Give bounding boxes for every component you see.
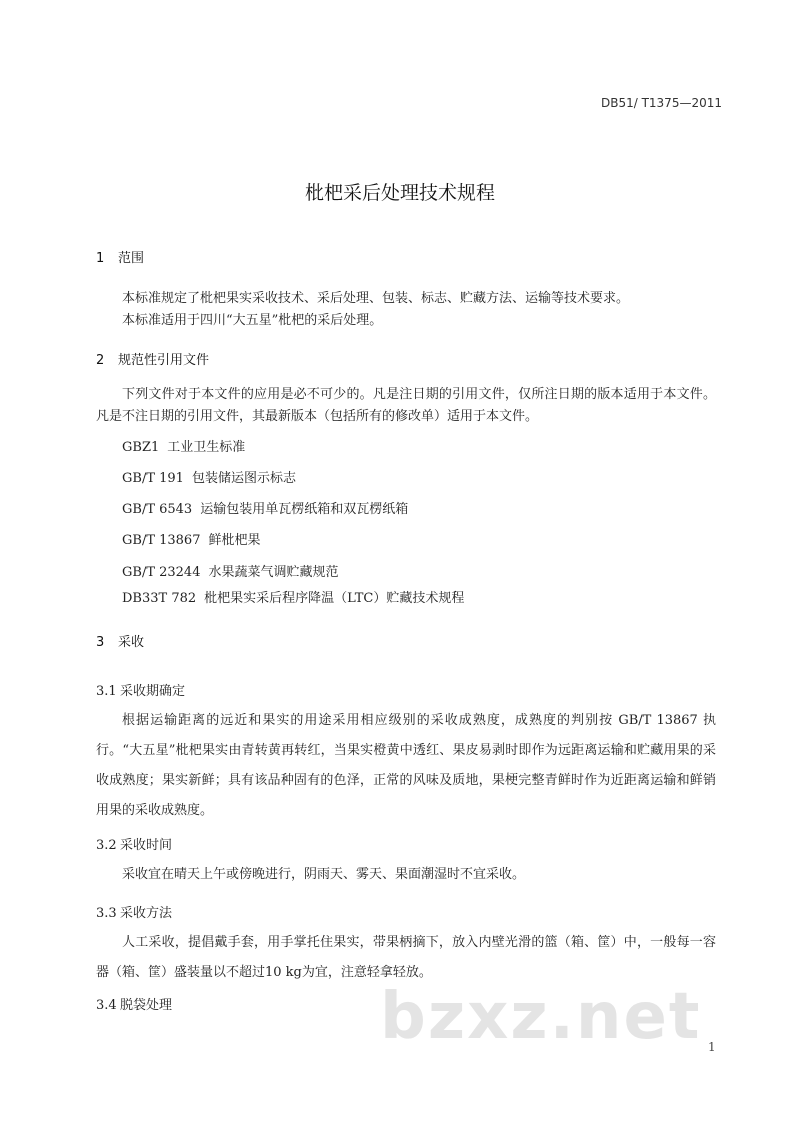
- section-title: 范围: [118, 251, 145, 266]
- reference-code: GB/T 13867: [122, 533, 201, 548]
- subsection-3-1-heading: [96, 680, 185, 699]
- section-2-heading: [96, 349, 209, 368]
- reference-title: 工业卫生标准: [167, 440, 246, 455]
- reference-code: GB/T 6543: [122, 502, 193, 517]
- subsection-3-2-heading: [96, 834, 172, 853]
- subsection-title: 采收方法: [120, 906, 173, 921]
- subsection-3-1-text: 根据运输距离的远近和果实的用途采用相应级别的采收成熟度，成熟度的判别按 GB/T 13867 执行。“大五星”枇杷果实由青转黄再转红，当果实橙黄中透红、果皮易剥时即作为远距离运输和贮藏用果的采收成熟度；果实新鲜；具有该品种固有的色泽，正常的风味及质地，果梗完整青鲜时作为近距离运输和鲜销用果的采收成熟度。: [96, 713, 716, 818]
- reference-item: [122, 498, 408, 517]
- reference-code: DB33T 782: [122, 591, 197, 606]
- subsection-3-2-text: 采收宜在晴天上午或傍晚进行，阴雨天、雾天、果面潮湿时不宜采收。: [122, 867, 526, 882]
- section-title: 采收: [118, 635, 145, 650]
- subsection-number: 3.1: [96, 684, 117, 699]
- reference-code: GB/T 23244: [122, 565, 201, 580]
- reference-code: GB/T 191: [122, 471, 184, 486]
- section-number: 3: [96, 635, 105, 650]
- section-3-heading: [96, 631, 144, 650]
- references-intro: 下列文件对于本文件的应用是必不可少的。凡是注日期的引用文件，仅所注日期的版本适用于本文件。凡是不注日期的引用文件，其最新版本（包括所有的修改单）适用于本文件。: [96, 387, 716, 424]
- subsection-title: 采收时间: [120, 838, 173, 853]
- subsection-title: 采收期确定: [120, 684, 186, 699]
- watermark: bzxz.net: [380, 980, 702, 1054]
- reference-title: 水果蔬菜气调贮藏规范: [208, 565, 339, 580]
- subsection-3-3-heading: [96, 902, 172, 921]
- scope-line-1: 本标准规定了枇杷果实采收技术、采后处理、包装、标志、贮藏方法、运输等技术要求。: [122, 291, 630, 306]
- reference-item: [122, 561, 339, 580]
- reference-item: [122, 436, 245, 455]
- reference-title: 运输包装用单瓦楞纸箱和双瓦楞纸箱: [200, 502, 409, 517]
- scope-line-2: 本标准适用于四川“大五星”枇杷的采后处理。: [122, 313, 383, 328]
- subsection-3-3-text: 人工采收，提倡戴手套，用手掌托住果实，带果柄摘下，放入内壁光滑的篮（箱、筐）中，一般每一容器（箱、筐）盛装量以不超过10 kg为宜，注意轻拿轻放。: [96, 935, 716, 980]
- subsection-number: 3.3: [96, 906, 117, 921]
- section-1-heading: [96, 247, 144, 266]
- reference-item: [122, 587, 464, 606]
- subsection-title: 脱袋处理: [120, 998, 173, 1013]
- reference-title: 包装储运图示标志: [191, 471, 296, 486]
- section-number: 1: [96, 251, 105, 266]
- page-number: 1: [708, 1040, 716, 1054]
- section-number: 2: [96, 353, 105, 368]
- subsection-number: 3.4: [96, 998, 117, 1013]
- reference-item: [122, 529, 261, 548]
- document-number: DB51/ T1375—2011: [600, 96, 722, 110]
- reference-title: 鲜枇杷果: [208, 533, 261, 548]
- reference-code: GBZ1: [122, 440, 160, 455]
- subsection-number: 3.2: [96, 838, 117, 853]
- section-title: 规范性引用文件: [118, 353, 210, 368]
- reference-title: 枇杷果实采后程序降温（LTC）贮藏技术规程: [204, 591, 465, 606]
- document-title: 枇杷采后处理技术规程: [304, 182, 495, 204]
- subsection-3-4-heading: [96, 994, 172, 1013]
- reference-item: [122, 467, 296, 486]
